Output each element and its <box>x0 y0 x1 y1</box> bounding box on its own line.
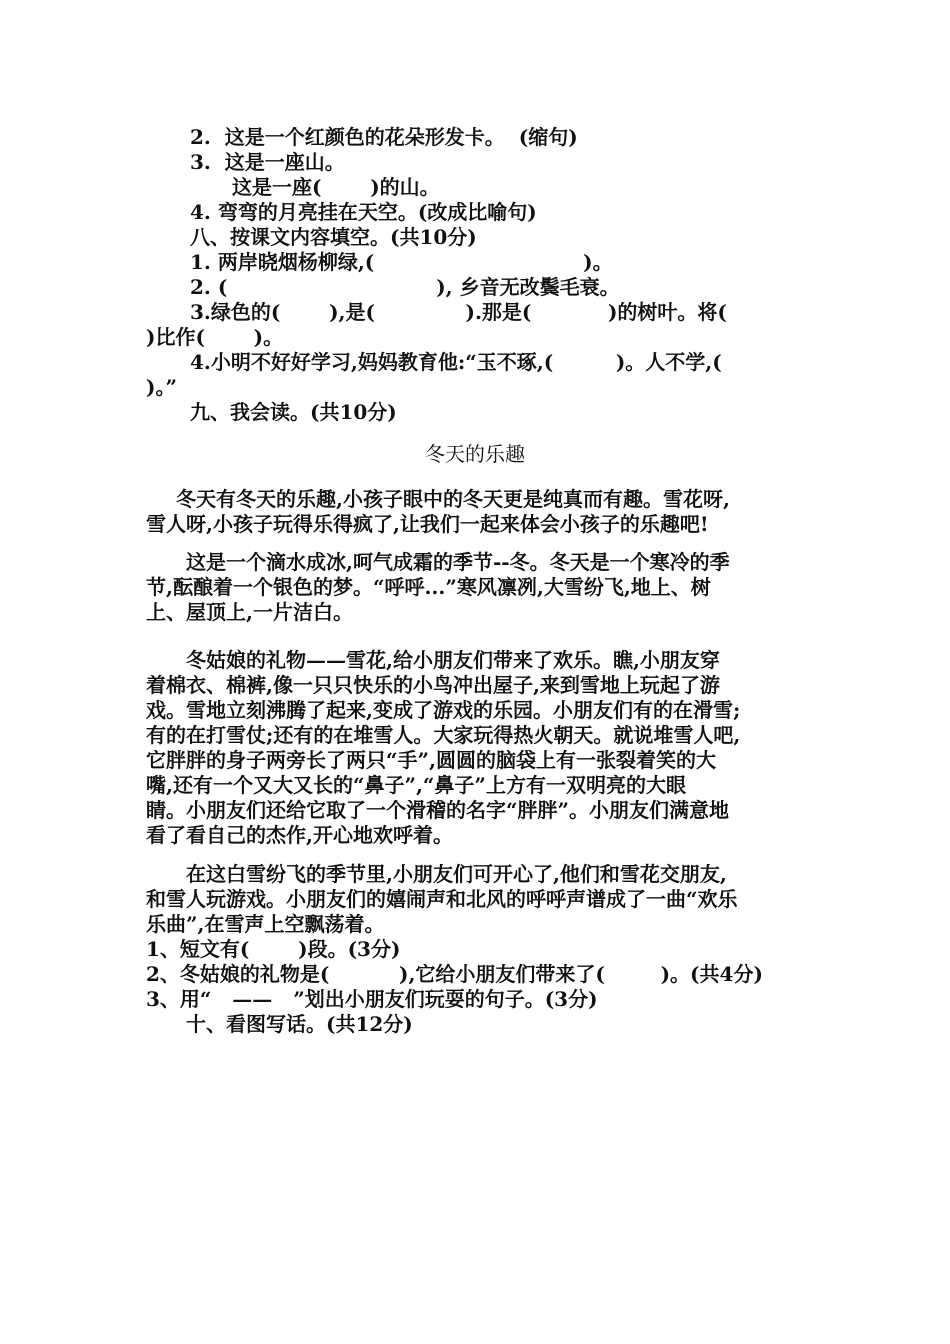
p3-line: 嘴,还有一个又大又长的“鼻子”,“鼻子”上方有一双明亮的大眼 <box>146 773 686 797</box>
p4-line: 在这白雪纷飞的季节里,小朋友们可开心了,他们和雪花交朋友, <box>186 862 727 886</box>
s8-q3b: )比作( )。 <box>146 325 284 349</box>
section-8-heading: 八、按课文内容填空。(共10分) <box>190 225 477 249</box>
s7-q3a: 3. 这是一座山。 <box>190 150 345 174</box>
p1-line: 雪人呀,小孩子玩得乐得疯了,让我们一起来体会小孩子的乐趣吧! <box>146 512 709 536</box>
s7-q3b: 这是一座( )的山。 <box>232 175 440 199</box>
s8-q2: 2. ( ), 乡音无改鬓毛衰。 <box>190 275 620 299</box>
p2-line: 节,酝酿着一个银色的梦。“呼呼...”寒风凛冽,大雪纷飞,地上、树 <box>146 575 711 599</box>
s9-q3: 3、用“ —— ”划出小朋友们玩耍的句子。(3分) <box>146 987 598 1011</box>
p2-line: 这是一个滴水成冰,呵气成霜的季节--冬。冬天是一个寒冷的季 <box>186 550 730 574</box>
s7-q2: 2. 这是一个红颜色的花朵形发卡。 (缩句) <box>190 125 578 149</box>
s8-q4a: 4.小明不好好学习,妈妈教育他:“玉不琢,( )。人不学,( <box>190 350 722 374</box>
p1-line: 冬天有冬天的乐趣,小孩子眼中的冬天更是纯真而有趣。雪花呀, <box>176 487 730 511</box>
s8-q3a: 3.绿色的( ),是( ).那是( )的树叶。将( <box>190 300 727 324</box>
p3-line: 睛。小朋友们还给它取了一个滑稽的名字“胖胖”。小朋友们满意地 <box>146 798 730 822</box>
section-10-heading: 十、看图写话。(共12分) <box>186 1012 413 1036</box>
s9-q2: 2、冬姑娘的礼物是( ),它给小朋友们带来了( )。(共4分) <box>146 962 763 986</box>
p3-line: 它胖胖的身子两旁长了两只“手”,圆圆的脑袋上有一张裂着笑的大 <box>146 748 716 772</box>
p2-line: 上、屋顶上,一片洁白。 <box>146 600 353 624</box>
p3-line: 冬姑娘的礼物——雪花,给小朋友们带来了欢乐。瞧,小朋友穿 <box>186 648 720 672</box>
p3-line: 着棉衣、棉裤,像一只只快乐的小鸟冲出屋子,来到雪地上玩起了游 <box>146 673 720 697</box>
passage-title: 冬天的乐趣 <box>425 442 525 466</box>
section-9-heading: 九、我会读。(共10分) <box>190 400 397 424</box>
p3-line: 看了看自己的杰作,开心地欢呼着。 <box>146 823 453 847</box>
s8-q1: 1. 两岸晓烟杨柳绿,( )。 <box>190 250 613 274</box>
s9-q1: 1、短文有( )段。(3分) <box>146 937 401 961</box>
p4-line: 乐曲”,在雪声上空飘荡着。 <box>146 912 385 936</box>
s7-q4: 4. 弯弯的月亮挂在天空。(改成比喻句) <box>190 200 537 224</box>
s8-q4b: )。” <box>146 375 177 399</box>
p4-line: 和雪人玩游戏。小朋友们的嬉闹声和北风的呼呼声谱成了一曲“欢乐 <box>146 887 738 911</box>
p3-line: 戏。雪地立刻沸腾了起来,变成了游戏的乐园。小朋友们有的在滑雪; <box>146 698 741 722</box>
p3-line: 有的在打雪仗;还有的在堆雪人。大家玩得热火朝天。就说堆雪人吧, <box>146 723 741 747</box>
